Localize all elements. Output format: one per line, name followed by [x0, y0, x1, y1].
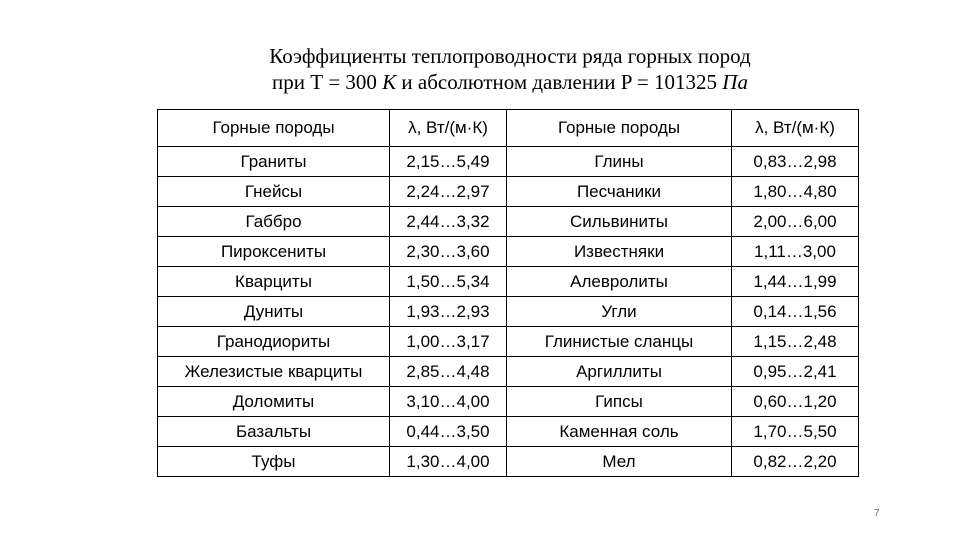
rock-name-right: Алевролиты: [507, 267, 732, 297]
lambda-left: 1,00…3,17: [390, 327, 507, 357]
rock-name-left: Базальты: [158, 417, 390, 447]
rock-name-right: Гипсы: [507, 387, 732, 417]
rock-name-left: Гранодиориты: [158, 327, 390, 357]
table-row: [158, 327, 859, 357]
title-line-2-prefix: при Т = 300: [272, 70, 383, 94]
table-header-row: [158, 110, 859, 147]
lambda-left: 3,10…4,00: [390, 387, 507, 417]
lambda-right: 0,14…1,56: [732, 297, 859, 327]
table-row: [158, 357, 859, 387]
lambda-left: 2,44…3,32: [390, 207, 507, 237]
lambda-right: 0,82…2,20: [732, 447, 859, 477]
rock-name-left: Доломиты: [158, 387, 390, 417]
rock-name-left: Пироксениты: [158, 237, 390, 267]
header-lambda-right: λ, Вт/(м·К): [732, 110, 859, 147]
lambda-right: 1,44…1,99: [732, 267, 859, 297]
page-number: 7: [874, 508, 880, 519]
lambda-left: 0,44…3,50: [390, 417, 507, 447]
thermal-conductivity-table: [157, 109, 859, 477]
table-row: [158, 147, 859, 177]
rock-name-left: Кварциты: [158, 267, 390, 297]
rock-name-right: Глины: [507, 147, 732, 177]
table-row: [158, 387, 859, 417]
rock-name-right: Песчаники: [507, 177, 732, 207]
rock-name-right: Известняки: [507, 237, 732, 267]
rock-name-right: Угли: [507, 297, 732, 327]
rock-name-left: Габбро: [158, 207, 390, 237]
title-line-1: Коэффициенты теплопроводности ряда горных пород: [269, 44, 751, 68]
table-body: [158, 147, 859, 477]
lambda-left: 2,24…2,97: [390, 177, 507, 207]
title-line-2: [160, 69, 860, 95]
lambda-left: 1,30…4,00: [390, 447, 507, 477]
table-row: [158, 447, 859, 477]
header-lambda-left: λ, Вт/(м·К): [390, 110, 507, 147]
lambda-left: 1,50…5,34: [390, 267, 507, 297]
lambda-right: 0,95…2,41: [732, 357, 859, 387]
lambda-right: 0,83…2,98: [732, 147, 859, 177]
lambda-left: 2,30…3,60: [390, 237, 507, 267]
table-row: [158, 267, 859, 297]
rock-name-left: Граниты: [158, 147, 390, 177]
rock-name-left: Железистые кварциты: [158, 357, 390, 387]
rock-name-left: Дуниты: [158, 297, 390, 327]
table-row: [158, 237, 859, 267]
title-unit-kelvin: К: [382, 70, 397, 94]
rock-name-right: Сильвиниты: [507, 207, 732, 237]
lambda-right: 1,15…2,48: [732, 327, 859, 357]
table-row: [158, 207, 859, 237]
lambda-right: 1,70…5,50: [732, 417, 859, 447]
rock-name-right: Аргиллиты: [507, 357, 732, 387]
table-row: [158, 177, 859, 207]
rock-name-right: Мел: [507, 447, 732, 477]
rock-name-left: Туфы: [158, 447, 390, 477]
lambda-left: 1,93…2,93: [390, 297, 507, 327]
lambda-right: 2,00…6,00: [732, 207, 859, 237]
slide-title: [160, 43, 860, 95]
lambda-right: 1,11…3,00: [732, 237, 859, 267]
rock-name-left: Гнейсы: [158, 177, 390, 207]
header-rocks-right: Горные породы: [507, 110, 732, 147]
rock-name-right: Глинистые сланцы: [507, 327, 732, 357]
table-row: [158, 297, 859, 327]
title-unit-pascal: Па: [722, 70, 748, 94]
rock-name-right: Каменная соль: [507, 417, 732, 447]
lambda-left: 2,15…5,49: [390, 147, 507, 177]
title-line-2-middle: и абсолютном давлении P = 101325: [396, 70, 723, 94]
table-row: [158, 417, 859, 447]
lambda-left: 2,85…4,48: [390, 357, 507, 387]
lambda-right: 1,80…4,80: [732, 177, 859, 207]
header-rocks-left: Горные породы: [158, 110, 390, 147]
lambda-right: 0,60…1,20: [732, 387, 859, 417]
